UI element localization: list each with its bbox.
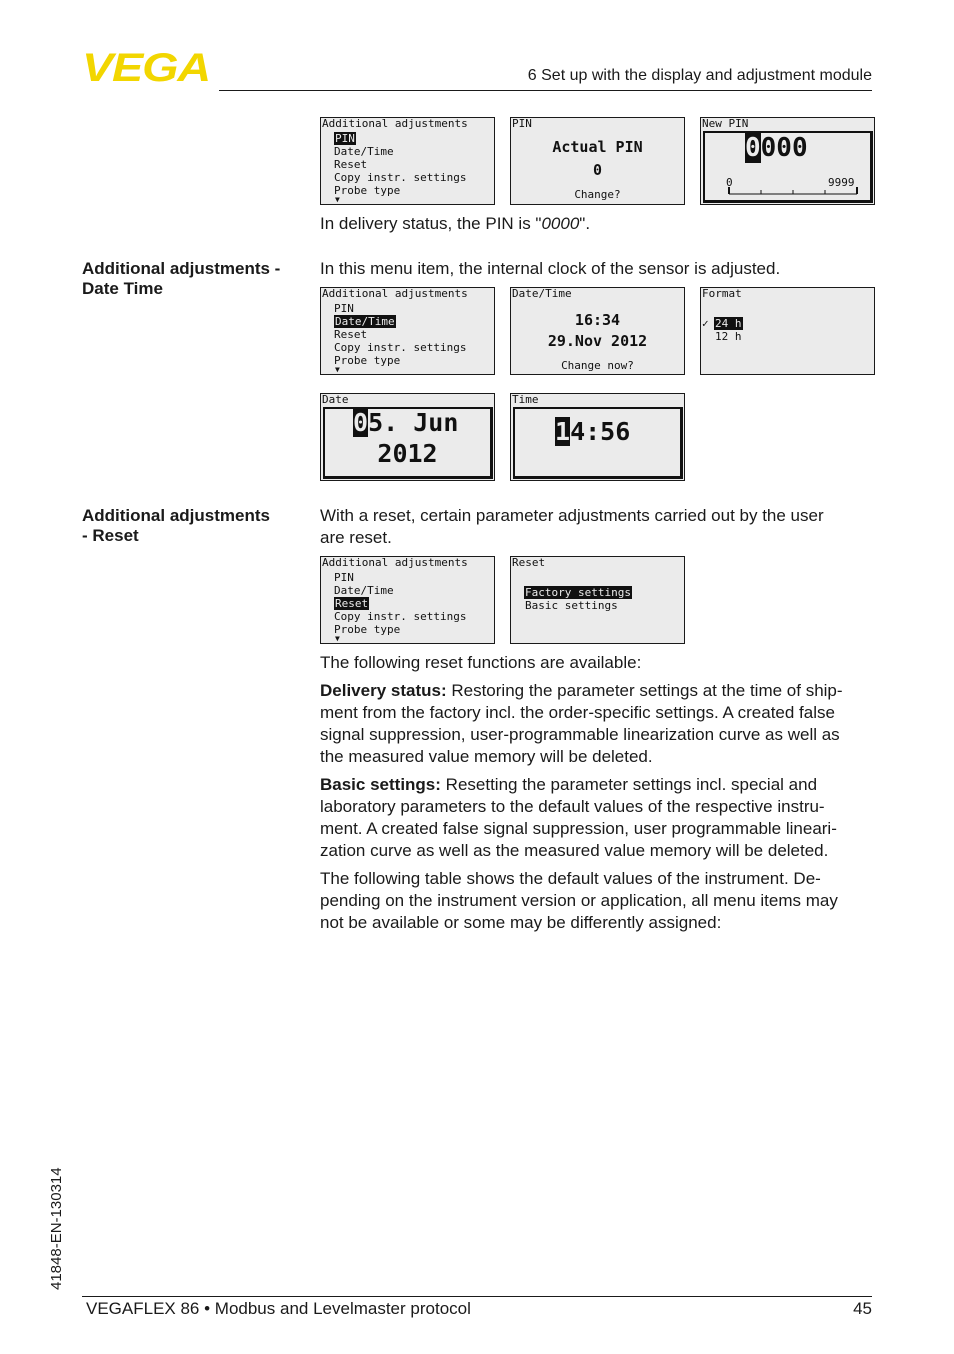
clock-time: 16:34 (574, 311, 621, 329)
date-rest: 5. Jun (368, 408, 459, 437)
screen-format (700, 287, 875, 375)
heading-reset: Additional adjustments - Reset (82, 506, 270, 545)
datetime-text: In this menu item, the internal clock of the sensor is adjusted. (320, 259, 781, 278)
menu-item-pin: PIN (335, 132, 355, 145)
page-number: 45 (853, 1299, 872, 1318)
menu-caption: Additional adjustments (322, 117, 468, 130)
menu-item-probe: Probe type (334, 623, 401, 636)
new-pin-min: 0 (726, 176, 733, 189)
check-icon: ✓ (702, 317, 709, 330)
format-caption: Format (702, 287, 742, 300)
reset-caption: Reset (512, 556, 546, 569)
menu-item-copy: Copy instr. settings (334, 341, 467, 354)
date-cursor: 0 (353, 408, 369, 437)
screen-date-edit (320, 393, 495, 481)
pin-range-scale (725, 186, 860, 196)
pin-note: In delivery status, the PIN is "0000". (320, 214, 591, 233)
document-code: 41848-EN-130314 (48, 1167, 65, 1290)
default-values-paragraph: The following table shows the default values of the instrument. De- pending on the instrument version or application, all menu items may not be available or some may be differently assigned: (320, 869, 838, 932)
menu-item-reset: Reset (334, 328, 368, 341)
menu-item-pin: PIN (334, 571, 354, 584)
heading-date-time: Additional adjustments - Date Time (82, 259, 281, 298)
date-edit-value (353, 408, 458, 438)
clock-date: 29.Nov 2012 (547, 332, 648, 350)
new-pin-max: 9999 (828, 176, 855, 189)
scroll-down-icon: ▼ (335, 634, 340, 643)
pin-caption: PIN (512, 117, 532, 130)
screen-menu-datetime (320, 287, 495, 375)
screen-reset (510, 556, 685, 644)
scroll-down-icon: ▼ (335, 365, 340, 374)
section-title: 6 Set up with the display and adjustment module (527, 67, 872, 84)
vega-logo (82, 50, 212, 84)
header-divider (219, 90, 872, 91)
format-24h: 24 h (715, 317, 742, 330)
basic-settings-paragraph: Basic settings: Resetting the parameter settings incl. special and laboratory parameters to the default values of the respective instru- ment. A created false signal suppression, user programmable lineari- zation curve as well as the measured value memory will be deleted. (320, 775, 837, 860)
time-edit-value (555, 417, 630, 447)
menu-caption: Additional adjustments (322, 556, 468, 569)
screen-menu-pin (320, 117, 495, 205)
menu-item-reset: Reset (334, 158, 368, 171)
menu-item-probe: Probe type (334, 354, 401, 367)
menu-item-date-time: Date/Time (334, 145, 394, 158)
screen-pin (510, 117, 685, 205)
menu-item-pin: PIN (334, 302, 354, 315)
screen-menu-reset (320, 556, 495, 644)
new-pin-cursor: 0 (745, 133, 761, 163)
menu-caption: Additional adjustments (322, 287, 468, 300)
pin-title: Actual PIN (552, 138, 643, 156)
time-caption: Time (512, 393, 539, 406)
menu-item-copy: Copy instr. settings (334, 610, 467, 623)
reset-basic: Basic settings (525, 599, 618, 612)
datetime-caption: Date/Time (512, 287, 572, 300)
screen-time-edit (510, 393, 685, 481)
new-pin-rest: 000 (760, 133, 808, 163)
menu-item-probe: Probe type (334, 184, 401, 197)
reset-text: With a reset, certain parameter adjustments carried out by the user are reset. (320, 506, 824, 547)
datetime-change: Change now? (561, 359, 634, 372)
new-pin-value (745, 133, 808, 163)
footer-divider (82, 1296, 872, 1297)
menu-item-date-time: Date/Time (334, 584, 394, 597)
scroll-down-icon: ▼ (335, 195, 340, 204)
reset-functions-intro: The following reset functions are available: (320, 653, 642, 672)
delivery-status-paragraph: Delivery status: Restoring the parameter settings at the time of ship- ment from the factory incl. the order-specific settings. A created false signal suppression, user-programmable linearization curve as well as the measured value memory will be deleted. (320, 681, 843, 766)
menu-item-copy: Copy instr. settings (334, 171, 467, 184)
date-year: 2012 (377, 439, 438, 468)
new-pin-caption: New PIN (702, 117, 749, 130)
screen-new-pin (700, 117, 875, 205)
date-caption: Date (322, 393, 349, 406)
screen-date-time (510, 287, 685, 375)
format-12h: 12 h (715, 330, 742, 343)
pin-change: Change? (574, 188, 621, 201)
svg-text:VEGA: VEGA (82, 50, 210, 84)
time-cursor: 1 (555, 417, 571, 446)
menu-item-reset: Reset (335, 597, 369, 610)
reset-factory: Factory settings (525, 586, 631, 599)
time-rest: 4:56 (570, 417, 631, 446)
footer-product: VEGAFLEX 86 • Modbus and Levelmaster protocol (86, 1299, 471, 1318)
menu-item-date-time: Date/Time (335, 315, 395, 328)
pin-value: 0 (592, 161, 603, 179)
